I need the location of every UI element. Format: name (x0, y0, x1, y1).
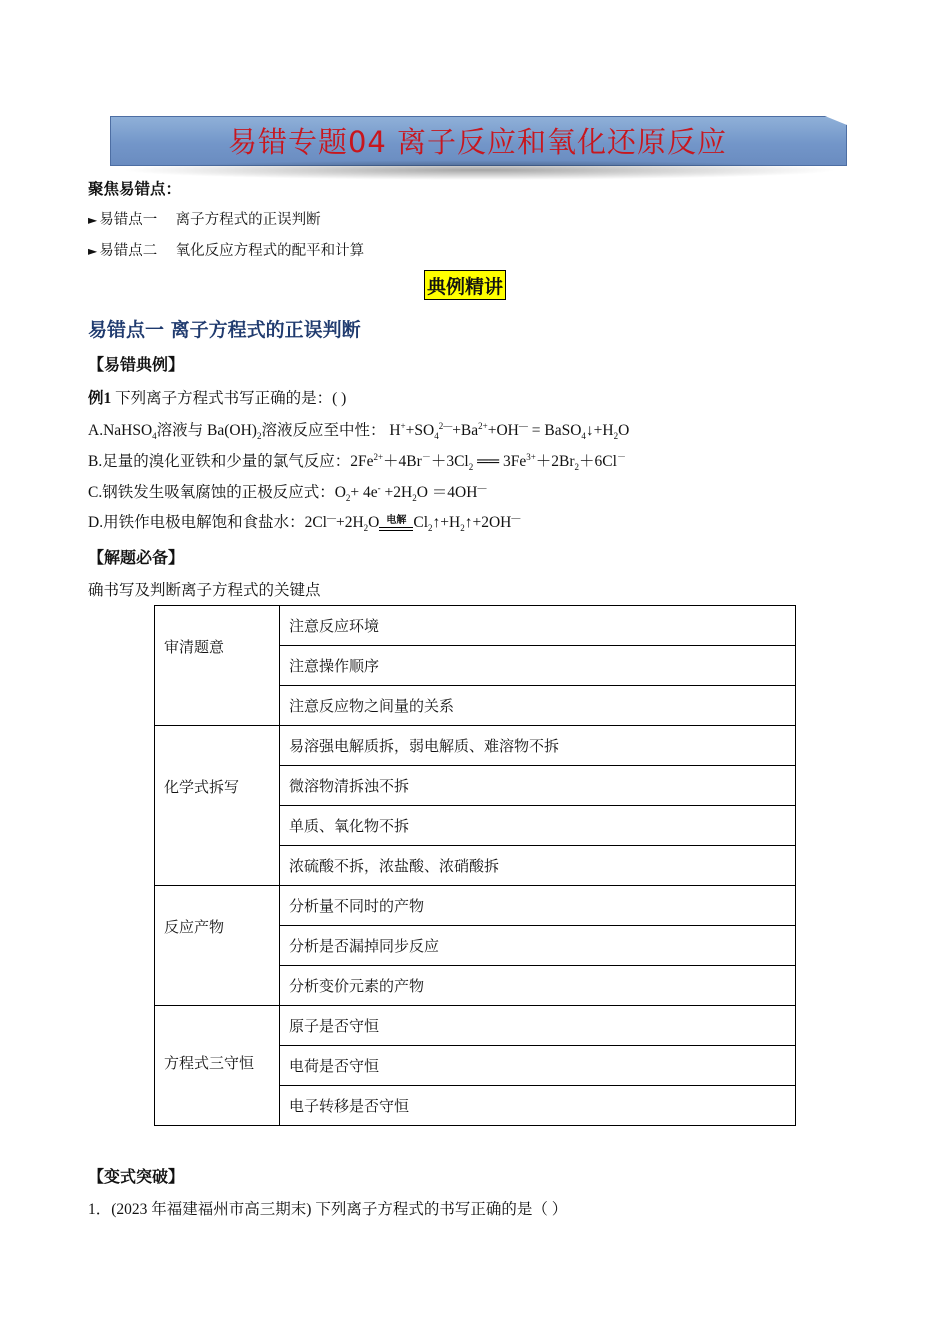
table-cell: 微溶物清拆浊不拆 (280, 766, 796, 806)
triangle-bullet-icon: ► (88, 244, 98, 258)
example-question (88, 386, 346, 408)
table-cell: 电荷是否守恒 (280, 1046, 796, 1086)
variant-tag: 【变式突破】 (88, 1167, 185, 1186)
table-cell: 单质、氧化物不拆 (280, 806, 796, 846)
table-cell: 易溶强电解质拆，弱电解质、难溶物不拆 (280, 726, 796, 766)
key-points-table (154, 605, 796, 1126)
triangle-bullet-icon: ► (88, 213, 98, 227)
table-row (155, 606, 796, 646)
example-label: 例 (88, 389, 104, 407)
example-question-text: 下列离子方程式书写正确的是：( ) (111, 390, 347, 407)
option-c: C.钢铁发生吸氧腐蚀的正极反应式：$O_2+ 4e^- +2H_2O =4OH^—$ (88, 482, 487, 504)
table-cell: 注意操作顺序 (280, 646, 796, 686)
table-category: 审清题意 (155, 606, 280, 726)
table-row (155, 1006, 796, 1046)
table-row (155, 726, 796, 766)
focus-point-text: 氧化反应方程式的配平和计算 (175, 243, 365, 259)
table-category: 化学式拆写 (155, 726, 280, 886)
example-tag: 【易错典例】 (88, 355, 185, 374)
option-a: A.NaHSO$_4$溶液与 $Ba(OH)_2$溶液反应至中性： $H^++SO_4^{2—}+Ba^{2+}+OH^—$ = $BaSO_4↓+H_2O$ (88, 420, 630, 442)
table-cell: 原子是否守恒 (280, 1006, 796, 1046)
table-cell: 注意反应环境 (280, 606, 796, 646)
focus-point-text: 离子方程式的正误判断 (175, 212, 321, 228)
focus-point-label: 易错点一 (99, 212, 158, 228)
page-title: 易错专题04 离子反应和氧化还原反应 (227, 124, 728, 159)
table-cell: 分析是否漏掉同步反应 (280, 926, 796, 966)
table-row (155, 886, 796, 926)
table-category: 反应产物 (155, 886, 280, 1006)
section-label-box: 典例精讲 (424, 270, 506, 300)
table-category: 方程式三守恒 (155, 1006, 280, 1126)
focus-point-label: 易错点二 (99, 243, 158, 259)
table-cell: 电子转移是否守恒 (280, 1086, 796, 1126)
section-heading: 易错点一 离子方程式的正误判断 (88, 319, 361, 341)
solve-tag: 【解题必备】 (88, 548, 185, 567)
table-cell: 注意反应物之间量的关系 (280, 686, 796, 726)
table-intro: 确书写及判断离子方程式的关键点 (88, 582, 321, 599)
option-b: B.足量的溴化亚铁和少量的氯气反应：$2Fe^{2+}+4Br^-+3Cl_2$ ══ $3Fe^{3+}+2Br_2+6Cl^-$ (88, 451, 626, 473)
focus-heading: 聚焦易错点： (88, 180, 182, 198)
table-cell: 浓硫酸不拆，浓盐酸、浓硝酸拆 (280, 846, 796, 886)
example-number: 1 (103, 390, 112, 407)
electrolysis-condition: 电解 (379, 516, 413, 531)
table-cell: 分析变价元素的产物 (280, 966, 796, 1006)
question-1: 1．(2023 年福建福州市高三期末) 下列离子方程式的书写正确的是（ ） (88, 1201, 568, 1218)
option-d: D.用铁作电极电解饱和食盐水：$2Cl^—+2H_2O$ 电解 $Cl_2↑+H_2↑+2OH^—$ (88, 512, 521, 534)
focus-point-2 (88, 239, 364, 260)
table-cell: 分析量不同时的产物 (280, 886, 796, 926)
focus-point-1 (88, 208, 321, 229)
